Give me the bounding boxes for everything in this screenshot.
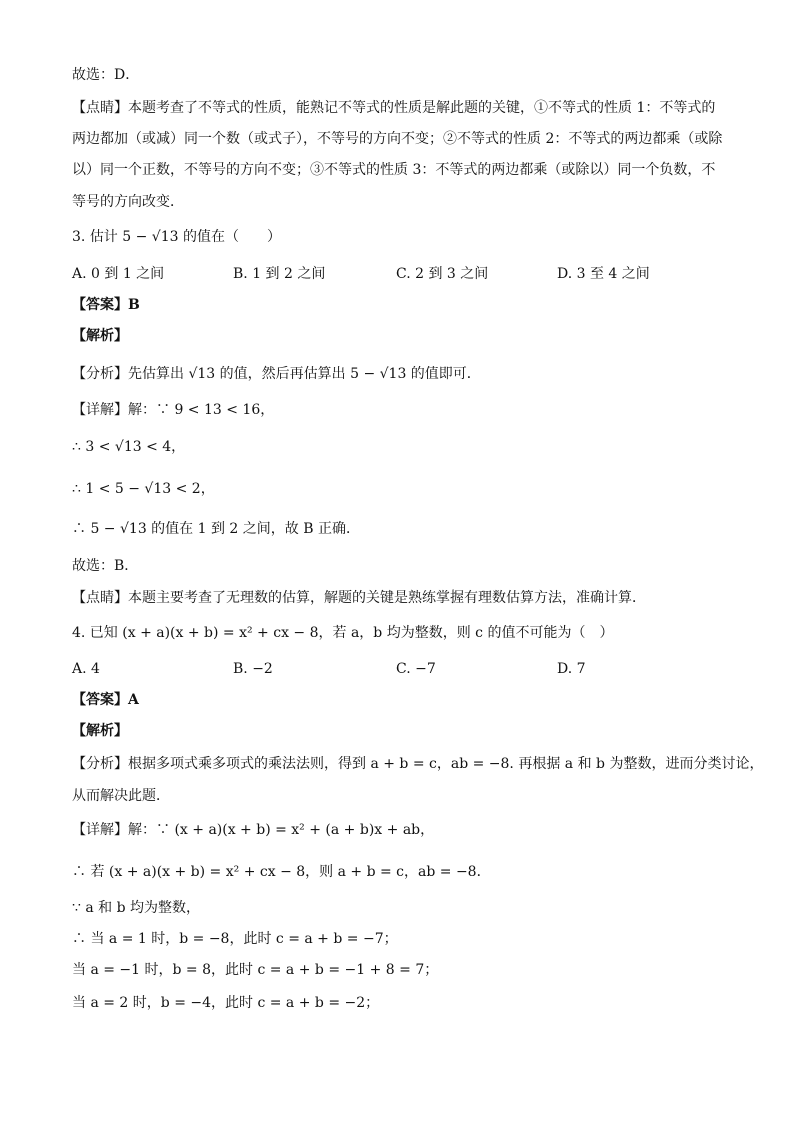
text-line: ∴ 3 < √13 < 4， [72,439,186,455]
text-line: ∵ a 和 b 均为整数， [72,900,201,916]
q3-option-b: B. 1 到 2 之间 [233,266,326,282]
text-line: 【分析】根据多项式乘多项式的乘法法则，得到 a + b = c，ab = −8. 再根据 a 和 b 为整数，进而分类讨论， [72,756,764,772]
text-line: 两边都加（或减）同一个数（或式子），不等号的方向不变；②不等式的性质 2：不等式的两边都乘（或除 [72,131,723,147]
text-line: 等号的方向改变． [72,194,184,210]
text-line: 故选：B． [72,558,139,574]
q4-option-d: D. 7 [557,661,586,677]
text-line: 【点睛】本题主要考查了无理数的估算，解题的关键是熟练掌握有理数估算方法，准确计算． [72,590,646,606]
text-line: ∴ 若 (x + a)(x + b) = x² + cx − 8，则 a + b = c，ab = −8． [72,864,491,880]
q3-option-c: C. 2 到 3 之间 [396,266,489,282]
q3-option-d: D. 3 至 4 之间 [557,266,650,282]
question-4: 4. 已知 (x + a)(x + b) = x² + cx − 8，若 a，b 均为整数，则 c 的值不可能为（ ） [72,625,614,641]
text-line: 以）同一个正数，不等号的方向不变；③不等式的性质 3：不等式的两边都乘（或除以）同一个负数，不 [72,162,716,178]
text-line: 故选：D． [72,67,140,83]
q4-option-b: B. −2 [233,661,273,677]
question-3: 3. 估计 5 − √13 的值在（ ） [72,229,281,245]
answer-label: 【答案】A [72,692,139,708]
text-line: 【点睛】本题考查了不等式的性质，能熟记不等式的性质是解此题的关键，①不等式的性质 1：不等式的 [72,100,716,116]
text-line: ∴ 当 a = 1 时，b = −8，此时 c = a + b = −7； [72,931,398,947]
text-line: ∴ 1 < 5 − √13 < 2， [72,481,215,497]
analysis-label: 【解析】 [72,723,128,739]
answer-label: 【答案】B [72,297,140,313]
q4-option-a: A. 4 [72,661,100,677]
q4-option-c: C. −7 [396,661,436,677]
text-line: 【详解】解：∵ 9 < 13 < 16， [72,402,275,418]
text-line: 从而解决此题． [72,788,170,804]
text-line: ∴ 5 − √13 的值在 1 到 2 之间，故 B 正确． [72,521,360,537]
text-line: 【详解】解：∵ (x + a)(x + b) = x² + (a + b)x + ab， [72,822,435,838]
q3-option-a: A. 0 到 1 之间 [72,266,165,282]
text-line: 【分析】先估算出 √13 的值，然后再估算出 5 − √13 的值即可． [72,366,481,382]
text-line: 当 a = 2 时，b = −4，此时 c = a + b = −2； [72,995,380,1011]
text-line: 当 a = −1 时，b = 8，此时 c = a + b = −1 + 8 = 7； [72,962,439,978]
analysis-label: 【解析】 [72,328,128,344]
